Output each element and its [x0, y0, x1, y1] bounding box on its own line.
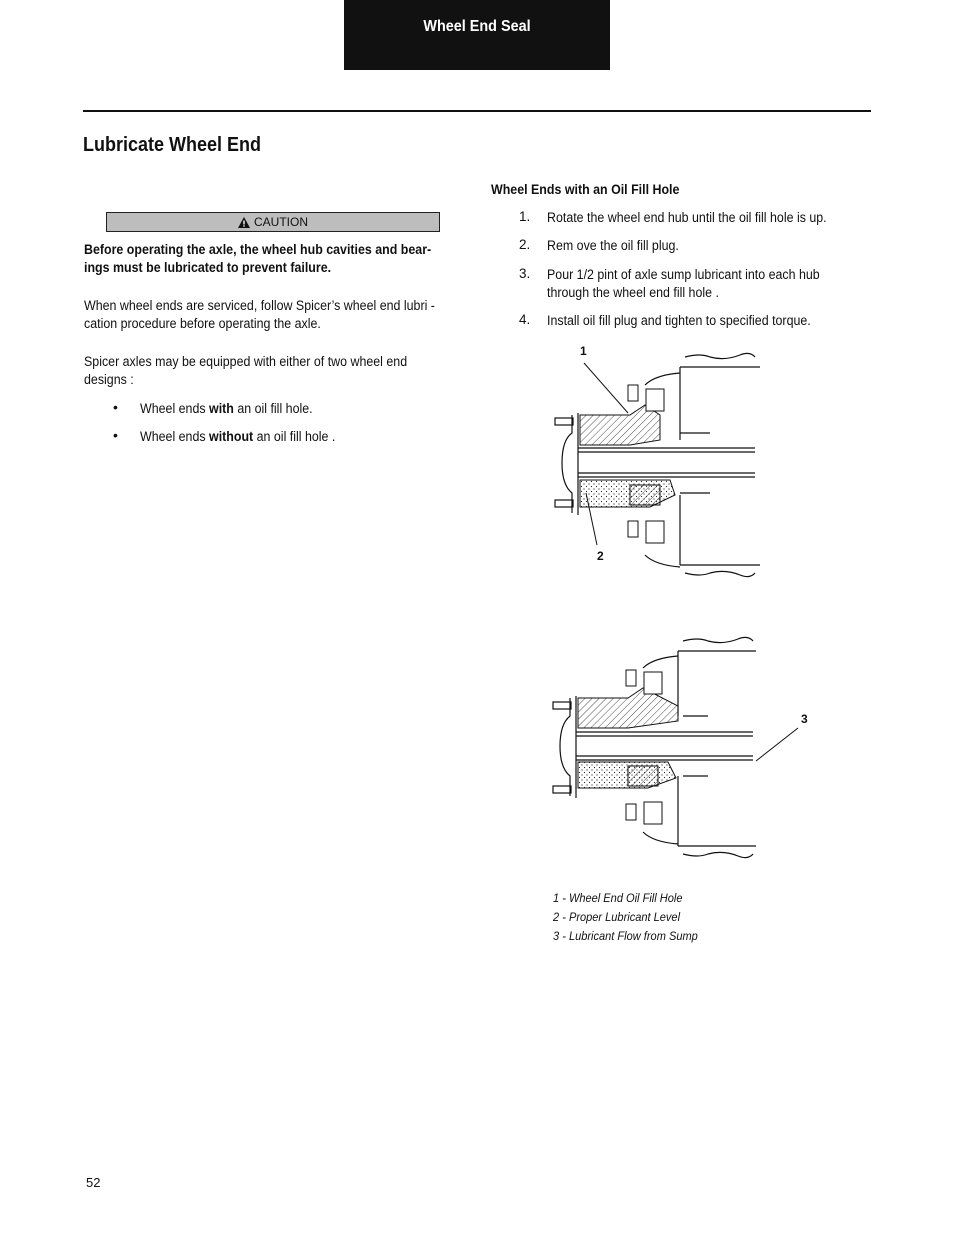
callout-1: 1: [580, 344, 587, 358]
header-rule: [83, 110, 871, 112]
page-number: 52: [86, 1175, 101, 1190]
legend-item: 2 - Proper Lubricant Level: [553, 910, 681, 924]
step-text-cont: through the wheel end fill hole .: [547, 285, 719, 300]
step-number: 1.: [519, 209, 531, 224]
step-number: 3.: [519, 266, 531, 281]
wheel-end-diagram-bottom: [548, 636, 768, 861]
wheel-end-diagram-top: [550, 345, 770, 580]
procedure-heading: Wheel Ends with an Oil Fill Hole: [491, 182, 680, 197]
intro-para1-line2: cation procedure before operating the axle.: [84, 316, 321, 331]
step-text: Rotate the wheel end hub until the oil fill hole is up.: [547, 210, 827, 225]
step-text: Install oil fill plug and tighten to specified torque.: [547, 313, 811, 328]
caution-banner: [106, 212, 440, 232]
caution-warning-line2: ings must be lubricated to prevent failure.: [84, 260, 332, 275]
callout-2: 2: [597, 549, 604, 563]
legend-item: 1 - Wheel End Oil Fill Hole: [553, 891, 683, 905]
step-text: Pour 1/2 pint of axle sump lubricant into each hub: [547, 267, 820, 282]
callout-3: 3: [801, 712, 808, 726]
caution-label: CAUTION: [254, 215, 308, 229]
bullet-marker: •: [113, 427, 118, 443]
intro-para1-line1: When wheel ends are serviced, follow Spicer’s wheel end lubri -: [84, 298, 435, 313]
step-text: Rem ove the oil fill plug.: [547, 238, 679, 253]
section-title: Lubricate Wheel End: [83, 134, 262, 156]
intro-para2-line1: Spicer axles may be equipped with either of two wheel end: [84, 354, 408, 369]
warning-icon: [238, 217, 250, 228]
step-number: 2.: [519, 237, 531, 252]
header-tab-label: Wheel End Seal: [423, 18, 531, 35]
intro-para2-line2: designs :: [84, 372, 134, 387]
caution-warning-line1: Before operating the axle, the wheel hub cavities and bear-: [84, 242, 432, 257]
bullet-marker: •: [113, 399, 118, 415]
list-item: Wheel ends with an oil fill hole.: [140, 401, 313, 416]
legend-item: 3 - Lubricant Flow from Sump: [553, 929, 698, 943]
header-tab: [344, 0, 610, 70]
step-number: 4.: [519, 312, 531, 327]
list-item: Wheel ends without an oil fill hole .: [140, 429, 336, 444]
